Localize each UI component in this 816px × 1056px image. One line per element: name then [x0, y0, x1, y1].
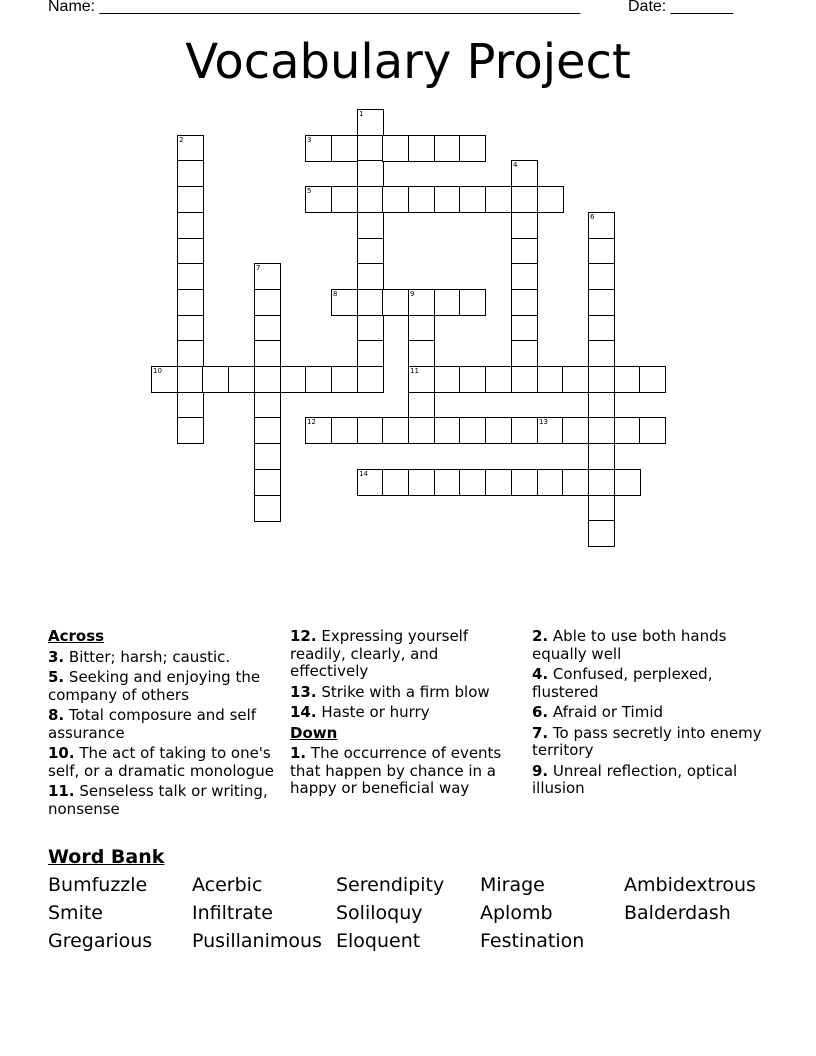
clue-across-12: 12. Expressing yourself readily, clearly, and effectively: [290, 627, 469, 680]
crossword-cell[interactable]: [588, 443, 615, 470]
crossword-cell[interactable]: [588, 238, 615, 265]
crossword-cell[interactable]: [639, 417, 666, 444]
crossword-cell[interactable]: [562, 366, 589, 393]
crossword-cell[interactable]: [357, 212, 384, 239]
crossword-cell[interactable]: [588, 469, 615, 496]
crossword-cell[interactable]: [254, 417, 281, 444]
crossword-cell[interactable]: [357, 469, 384, 496]
crossword-cell[interactable]: [511, 417, 538, 444]
crossword-cell[interactable]: [511, 186, 538, 213]
word-bank-title: Word Bank: [48, 846, 165, 868]
crossword-cell[interactable]: [434, 417, 461, 444]
crossword-cell[interactable]: [588, 340, 615, 367]
crossword-cell[interactable]: [357, 135, 384, 162]
crossword-cell[interactable]: [408, 340, 435, 367]
crossword-cell[interactable]: [459, 366, 486, 393]
clue-number: 1: [359, 110, 364, 118]
crossword-cell[interactable]: [588, 315, 615, 342]
word-bank-word: Ambidextrous: [624, 874, 756, 896]
clue-number: 9: [410, 290, 415, 298]
crossword-cell[interactable]: [511, 238, 538, 265]
crossword-cell[interactable]: [254, 289, 281, 316]
crossword-cell[interactable]: [305, 366, 332, 393]
crossword-cell[interactable]: [562, 469, 589, 496]
crossword-cell[interactable]: [588, 366, 615, 393]
crossword-cell[interactable]: [305, 135, 332, 162]
crossword-cell[interactable]: [357, 238, 384, 265]
crossword-cell[interactable]: [331, 366, 358, 393]
crossword-cell[interactable]: [357, 186, 384, 213]
crossword-cell[interactable]: [614, 417, 641, 444]
word-bank-word: Soliloquy: [336, 902, 423, 924]
clue-across-8: 8. Total composure and self assurance: [48, 706, 257, 742]
crossword-cell[interactable]: [408, 366, 435, 393]
clue-number: 6: [590, 213, 595, 221]
word-bank-word: Festination: [480, 930, 585, 952]
crossword-cell[interactable]: [254, 263, 281, 290]
crossword-cell[interactable]: [177, 238, 204, 265]
crossword-cell[interactable]: [588, 392, 615, 419]
crossword-cell[interactable]: [408, 289, 435, 316]
crossword-cell[interactable]: [357, 289, 384, 316]
word-bank-word: Bumfuzzle: [48, 874, 148, 896]
clue-down-7: 7. To pass secretly into enemy territory: [532, 723, 762, 759]
word-bank-word: Acerbic: [192, 874, 263, 896]
crossword-cell[interactable]: [382, 186, 409, 213]
word-bank-word: Balderdash: [624, 902, 731, 924]
crossword-cell[interactable]: [408, 392, 435, 419]
crossword-cell[interactable]: [434, 469, 461, 496]
crossword-cell[interactable]: [408, 315, 435, 342]
crossword-cell[interactable]: [331, 289, 358, 316]
word-bank-word: Mirage: [480, 874, 545, 896]
crossword-cell[interactable]: [408, 135, 435, 162]
crossword-cell[interactable]: [177, 392, 204, 419]
down-heading: Down: [290, 723, 338, 742]
clue-down-2: 2. Able to use both hands equally well: [532, 627, 727, 663]
crossword-cell[interactable]: [614, 469, 641, 496]
crossword-cell[interactable]: [202, 366, 229, 393]
crossword-cell[interactable]: [357, 263, 384, 290]
clue-down-6: 6. Afraid or Timid: [532, 703, 664, 721]
clue-across-13: 13. Strike with a firm blow: [290, 682, 490, 701]
crossword-cell[interactable]: [177, 135, 204, 162]
crossword-cell[interactable]: [331, 186, 358, 213]
crossword-cell[interactable]: [537, 186, 564, 213]
crossword-cell[interactable]: [537, 366, 564, 393]
word-bank-word: Serendipity: [336, 874, 445, 896]
crossword-cell[interactable]: [177, 366, 204, 393]
clue-number: 2: [179, 136, 184, 144]
crossword-cell[interactable]: [562, 417, 589, 444]
clue-number: 4: [513, 161, 518, 169]
crossword-cell[interactable]: [408, 186, 435, 213]
crossword-cell[interactable]: [511, 263, 538, 290]
crossword-cell[interactable]: [459, 289, 486, 316]
clue-column-3: [532, 628, 768, 801]
crossword-cell[interactable]: [357, 160, 384, 187]
crossword-cell[interactable]: [537, 417, 564, 444]
crossword-cell[interactable]: [511, 289, 538, 316]
clue-across-14: 14. Haste or hurry: [290, 703, 430, 721]
crossword-cell[interactable]: [177, 263, 204, 290]
crossword-cell[interactable]: [511, 469, 538, 496]
crossword-cell[interactable]: [254, 443, 281, 470]
crossword-cell[interactable]: [588, 417, 615, 444]
crossword-cell[interactable]: [511, 315, 538, 342]
clue-number: 7: [256, 264, 261, 272]
clue-number: 10: [153, 367, 162, 375]
crossword-cell[interactable]: [511, 160, 538, 187]
clue-across-10: 10. The act of taking to one's self, or a dramatic monologue: [48, 744, 274, 780]
crossword-cell[interactable]: [357, 109, 384, 136]
crossword-cell[interactable]: [434, 135, 461, 162]
crossword-cell[interactable]: [459, 417, 486, 444]
crossword-cell[interactable]: [434, 289, 461, 316]
clue-down-4: 4. Confused, perplexed, flustered: [532, 665, 713, 701]
crossword-cell[interactable]: [177, 417, 204, 444]
clue-column-2: [290, 628, 516, 801]
crossword-cell[interactable]: [588, 495, 615, 522]
crossword-cell[interactable]: [280, 366, 307, 393]
crossword-cell[interactable]: [459, 469, 486, 496]
crossword-cell[interactable]: [382, 289, 409, 316]
word-bank-word: Pusillanimous: [192, 930, 322, 952]
crossword-cell[interactable]: [254, 366, 281, 393]
word-bank-word: Eloquent: [336, 930, 421, 952]
crossword-cell[interactable]: [614, 366, 641, 393]
crossword-cell[interactable]: [331, 135, 358, 162]
crossword-cell[interactable]: [382, 417, 409, 444]
crossword-cell[interactable]: [408, 469, 435, 496]
crossword-cell[interactable]: [588, 212, 615, 239]
crossword-cell[interactable]: [434, 186, 461, 213]
across-heading: Across: [48, 627, 105, 645]
crossword-cell[interactable]: [639, 366, 666, 393]
crossword-cell[interactable]: [459, 186, 486, 213]
crossword-cell[interactable]: [177, 160, 204, 187]
page-title: Vocabulary Project: [185, 34, 631, 90]
word-bank-word: Infiltrate: [192, 902, 273, 924]
crossword-cell[interactable]: [177, 186, 204, 213]
crossword-cell[interactable]: [305, 186, 332, 213]
crossword-cell[interactable]: [588, 520, 615, 547]
crossword-cell[interactable]: [511, 366, 538, 393]
crossword-cell[interactable]: [357, 417, 384, 444]
crossword-cell[interactable]: [588, 289, 615, 316]
crossword-cell[interactable]: [485, 366, 512, 393]
crossword-cell[interactable]: [511, 340, 538, 367]
crossword-cell[interactable]: [588, 263, 615, 290]
clue-number: 8: [333, 290, 338, 298]
name-line: Name: ______________________________________________________: [48, 0, 581, 15]
clue-down-1: 1. The occurrence of events that happen by chance in a happy or beneficial way: [290, 744, 502, 797]
clue-across-11: 11. Senseless talk or writing, nonsense: [48, 782, 268, 818]
crossword-cell[interactable]: [434, 366, 461, 393]
clue-number: 11: [410, 367, 419, 375]
word-bank-word: Gregarious: [48, 930, 153, 952]
clue-number: 13: [539, 418, 548, 426]
crossword-cell[interactable]: [254, 340, 281, 367]
crossword-cell[interactable]: [177, 340, 204, 367]
crossword-cell[interactable]: [382, 135, 409, 162]
crossword-cell[interactable]: [485, 417, 512, 444]
crossword-cell[interactable]: [357, 366, 384, 393]
crossword-cell[interactable]: [537, 469, 564, 496]
crossword-cell[interactable]: [254, 495, 281, 522]
word-bank-word: Smite: [48, 902, 103, 924]
clue-number: 14: [359, 470, 368, 478]
crossword-cell[interactable]: [408, 417, 435, 444]
date-line: Date: _______: [628, 0, 733, 15]
crossword-cell[interactable]: [485, 469, 512, 496]
crossword-cell[interactable]: [228, 366, 255, 393]
crossword-cell[interactable]: [151, 366, 178, 393]
crossword-cell[interactable]: [357, 340, 384, 367]
clue-number: 12: [307, 418, 316, 426]
clue-number: 5: [307, 187, 312, 195]
clue-across-5: 5. Seeking and enjoying the company of others: [48, 668, 261, 704]
clue-down-9: 9. Unreal reflection, optical illusion: [532, 761, 738, 797]
crossword-cell[interactable]: [254, 315, 281, 342]
crossword-cell[interactable]: [331, 417, 358, 444]
crossword-cell[interactable]: [177, 315, 204, 342]
crossword-cell[interactable]: [254, 392, 281, 419]
crossword-cell[interactable]: [177, 289, 204, 316]
crossword-cell[interactable]: [177, 212, 204, 239]
crossword-cell[interactable]: [254, 469, 281, 496]
word-bank-word: Aplomb: [480, 902, 553, 924]
clue-column-1: [48, 628, 284, 821]
crossword-cell[interactable]: [382, 469, 409, 496]
crossword-cell[interactable]: [485, 186, 512, 213]
clue-across-3: 3. Bitter; harsh; caustic.: [48, 647, 231, 666]
crossword-cell[interactable]: [459, 135, 486, 162]
clue-number: 3: [307, 136, 312, 144]
crossword-cell[interactable]: [305, 417, 332, 444]
crossword-cell[interactable]: [357, 315, 384, 342]
crossword-cell[interactable]: [511, 212, 538, 239]
